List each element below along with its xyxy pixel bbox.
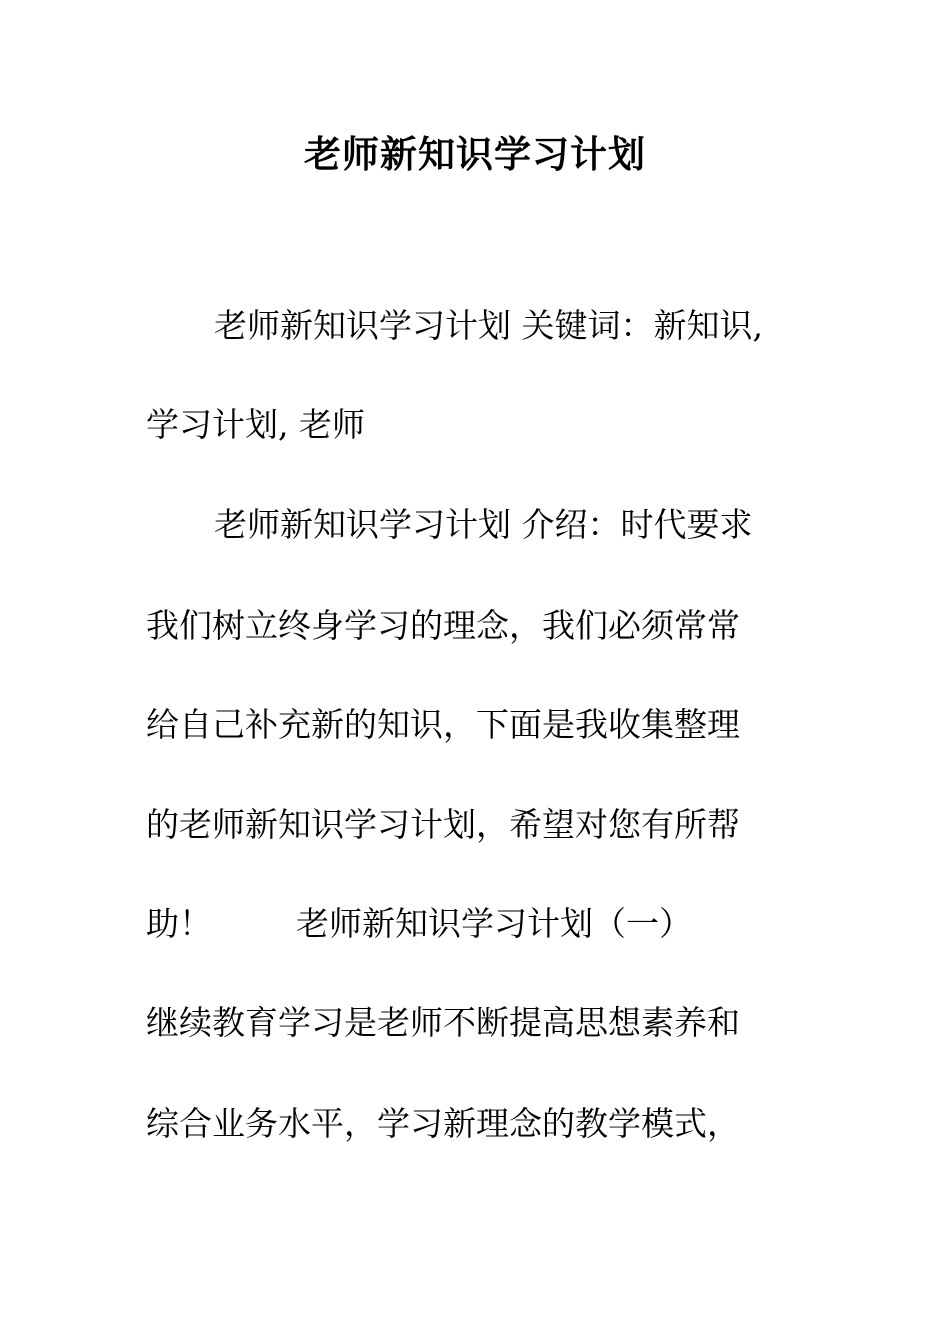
intro-line: 老师新知识学习计划 介绍：时代要求	[214, 505, 753, 544]
body-line: 综合业务水平，学习新理念的教学模式，	[146, 1104, 740, 1143]
body-line: 继续教育学习是老师不断提高思想素养和	[146, 1003, 740, 1042]
body-line: 给自己补充新的知识，下面是我收集整理	[146, 705, 740, 744]
body-line-with-heading	[146, 901, 692, 947]
section-heading: 老师新知识学习计划（一）	[296, 904, 692, 943]
keywords-line: 老师新知识学习计划 关键词：新知识,	[214, 306, 763, 345]
body-line: 的老师新知识学习计划，希望对您有所帮	[146, 805, 740, 844]
keywords-continuation: 学习计划, 老师	[146, 405, 365, 444]
body-line-end: 助！	[146, 904, 212, 943]
body-line: 我们树立终身学习的理念，我们必须常常	[146, 606, 740, 645]
document-title: 老师新知识学习计划	[304, 132, 646, 176]
